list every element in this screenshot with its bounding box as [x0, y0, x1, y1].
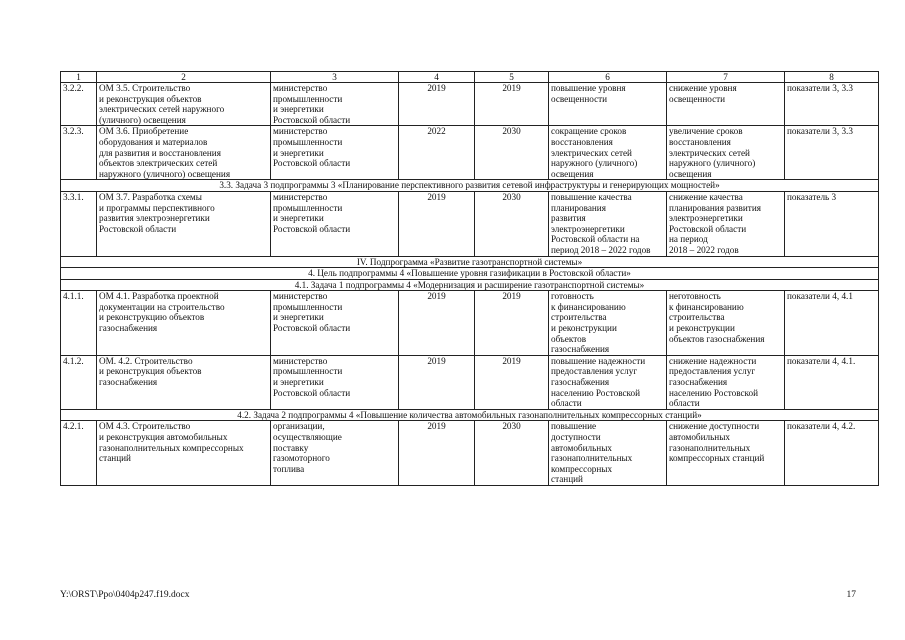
event-name: ОМ 3.5. Строительство и реконструкция объектов электрических сетей наружного (уличного) освещения [97, 83, 271, 126]
end-year: 2030 [475, 126, 549, 180]
goal-title: 4. Цель подпрограммы 4 «Повышение уровня газификации в Ростовской области» [61, 268, 879, 280]
task-title: 4.1. Задача 1 подпрограммы 4 «Модернизация и расширение газотранспортной системы» [61, 279, 879, 291]
non-implementation-consequence: снижение доступности автомобильных газонаполнительных компрессорных станций [667, 421, 785, 486]
end-year: 2019 [475, 291, 549, 356]
row-number: 4.1.1. [61, 291, 97, 356]
header-cell: 4 [399, 72, 475, 83]
table-row [61, 421, 879, 486]
expected-result: повышение надежности предоставления услуг газоснабжения населению Ростовской области [549, 355, 667, 409]
expected-result: повышение доступности автомобильных газонаполнительных компрессорных станций [549, 421, 667, 486]
row-number: 4.2.1. [61, 421, 97, 486]
non-implementation-consequence: снижение уровня освещенности [667, 83, 785, 126]
start-year: 2019 [399, 83, 475, 126]
table-row [61, 126, 879, 180]
header-cell: 5 [475, 72, 549, 83]
executor: министерство промышленности и энергетики Ростовской области [271, 83, 399, 126]
executor: министерство промышленности и энергетики Ростовской области [271, 126, 399, 180]
executor: организации, осуществляющие поставку газомоторного топлива [271, 421, 399, 486]
start-year: 2019 [399, 291, 475, 356]
file-path-footer: Y:\ORST\Ppo\0404p247.f19.docx [60, 590, 190, 600]
indicators: показатели 4, 4.1. [785, 355, 879, 409]
executor: министерство промышленности и энергетики Ростовской области [271, 291, 399, 356]
start-year: 2022 [399, 126, 475, 180]
row-number: 3.2.3. [61, 126, 97, 180]
start-year: 2019 [399, 191, 475, 256]
start-year: 2019 [399, 355, 475, 409]
header-cell: 8 [785, 72, 879, 83]
indicators: показатели 3, 3.3 [785, 83, 879, 126]
event-name: ОМ 4.3. Строительство и реконструкция автомобильных газонаполнительных компрессорных станций [97, 421, 271, 486]
document-page [60, 71, 856, 486]
table-row [61, 355, 879, 409]
section-row [61, 268, 879, 280]
indicators: показатели 4, 4.2. [785, 421, 879, 486]
row-number: 3.2.2. [61, 83, 97, 126]
non-implementation-consequence: снижение надежности предоставления услуг газоснабжения населению Ростовской области [667, 355, 785, 409]
header-cell: 2 [97, 72, 271, 83]
indicators: показатели 3, 3.3 [785, 126, 879, 180]
section-title: 3.3. Задача 3 подпрограммы 3 «Планирование перспективного развития сетевой инфраструктуры и генерирующих мощностей» [61, 180, 879, 192]
expected-result: готовность к финансированию строительства и реконструкции объектов газоснабжения [549, 291, 667, 356]
event-name: ОМ 3.7. Разработка схемы и программы перспективного развития электроэнергетики Ростовской области [97, 191, 271, 256]
header-cell: 7 [667, 72, 785, 83]
row-number: 3.3.1. [61, 191, 97, 256]
end-year: 2030 [475, 191, 549, 256]
table-row [61, 291, 879, 356]
non-implementation-consequence: неготовность к финансированию строительства и реконструкции объектов газоснабжения [667, 291, 785, 356]
header-cell: 1 [61, 72, 97, 83]
section-row [61, 256, 879, 268]
header-cell: 3 [271, 72, 399, 83]
task-title: 4.2. Задача 2 подпрограммы 4 «Повышение количества автомобильных газонаполнительных компрессорных станций» [61, 409, 879, 421]
section-row [61, 279, 879, 291]
indicators: показатели 4, 4.1 [785, 291, 879, 356]
table-row [61, 191, 879, 256]
indicators: показатель 3 [785, 191, 879, 256]
expected-result: повышение качества планирования развития электроэнергетики Ростовской области на период 2018 – 2022 годов [549, 191, 667, 256]
measures-table [60, 71, 879, 486]
event-name: ОМ 4.1. Разработка проектной документации на строительство и реконструкцию объектов газоснабжения [97, 291, 271, 356]
row-number: 4.1.2. [61, 355, 97, 409]
header-cell: 6 [549, 72, 667, 83]
event-name: ОМ 3.6. Приобретение оборудования и материалов для развития и восстановления объектов электрических сетей наружного (уличного) освещения [97, 126, 271, 180]
executor: министерство промышленности и энергетики Ростовской области [271, 355, 399, 409]
end-year: 2019 [475, 355, 549, 409]
non-implementation-consequence: увеличение сроков восстановления электрических сетей наружного (уличного) освещения [667, 126, 785, 180]
expected-result: сокращение сроков восстановления электрических сетей наружного (уличного) освещения [549, 126, 667, 180]
table-row [61, 83, 879, 126]
section-row [61, 409, 879, 421]
expected-result: повышение уровня освещенности [549, 83, 667, 126]
end-year: 2019 [475, 83, 549, 126]
start-year: 2019 [399, 421, 475, 486]
end-year: 2030 [475, 421, 549, 486]
column-number-row [61, 72, 879, 83]
event-name: ОМ. 4.2. Строительство и реконструкция объектов газоснабжения [97, 355, 271, 409]
page-number: 17 [846, 590, 856, 600]
non-implementation-consequence: снижение качества планирования развития электроэнергетики Ростовской области на период 2018 – 2022 годов [667, 191, 785, 256]
section-row [61, 180, 879, 192]
executor: министерство промышленности и энергетики Ростовской области [271, 191, 399, 256]
subprogram-title: IV. Подпрограмма «Развитие газотранспортной системы» [61, 256, 879, 268]
